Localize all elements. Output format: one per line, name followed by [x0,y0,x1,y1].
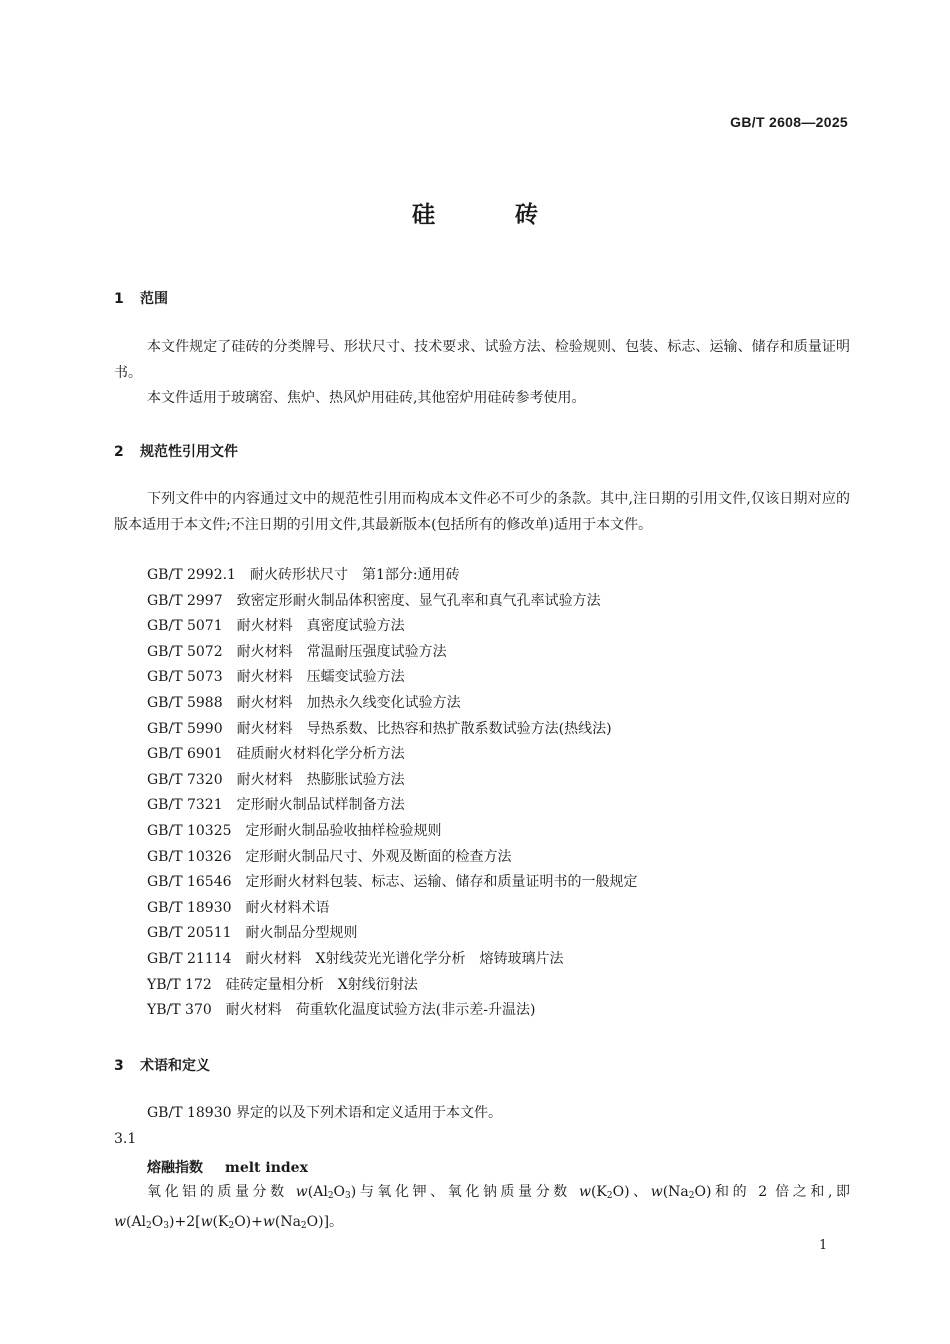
reference-item [147,947,638,973]
reference-code: GB/T 18930 [147,899,232,916]
reference-code: GB/T 5988 [147,694,223,711]
term-number: 3.1 [114,1131,137,1147]
reference-code: GB/T 6901 [147,746,223,763]
section-title: 范围 [140,291,168,307]
section-number: 1 [114,291,124,307]
reference-code: GB/T 5071 [147,618,223,635]
reference-title: 耐火材料 真密度试验方法 [236,618,405,635]
term-definition: 氧化铝的质量分数 $w(Al_2O_3)$与氧化钾、氧化钠质量分数 $w(K_2O)$、$w(Na_2O)$和的 2 倍之和,即 $w(Al_2O_3)+2[w(K_2O)+w(Na_2O)]$。 [114,1184,851,1231]
reference-title: 硅砖定量相分析 X射线衍射法 [225,976,418,993]
reference-item [147,819,638,845]
reference-code: GB/T 10325 [147,822,232,839]
reference-item [147,973,638,999]
definition-text-1: 氧化铝的质量分数 [147,1184,288,1200]
reference-title: 耐火材料 常温耐压强度试验方法 [236,643,447,660]
reference-code: GB/T 5073 [147,669,223,686]
reference-code: YB/T 370 [147,1002,212,1019]
reference-title: 耐火砖形状尺寸 第1部分:通用砖 [249,567,460,583]
reference-item [147,691,638,717]
term-name-en: melt index [225,1160,308,1176]
term-name [147,1157,308,1177]
section-number: 2 [114,444,124,460]
reference-code: GB/T 2992.1 [147,567,236,583]
section-title: 术语和定义 [140,1058,210,1074]
reference-title: 致密定形耐火制品体积密度、显气孔率和真气孔率试验方法 [236,592,601,609]
reference-title: 定形耐火制品尺寸、外观及断面的检查方法 [245,848,512,865]
section-1-heading [114,288,168,308]
reference-code: GB/T 5990 [147,720,223,737]
melt-index-formula: $w(Al_2O_3)+2[w(K_2O)+w(Na_2O)]$。 [114,1213,344,1231]
reference-title: 定形耐火材料包装、标志、运输、储存和质量证明书的一般规定 [245,874,638,891]
reference-title: 耐火材料 导热系数、比热容和热扩散系数试验方法(热线法) [236,720,612,737]
reference-code: GB/T 21114 [147,950,232,967]
reference-title: 定形耐火制品验收抽样检验规则 [245,822,442,839]
reference-title: 耐火制品分型规则 [245,925,358,942]
reference-item [147,614,638,640]
document-title [0,196,950,229]
reference-item [147,717,638,743]
reference-title: 耐火材料 X射线荧光光谱化学分析 熔铸玻璃片法 [245,950,564,967]
section-number: 3 [114,1058,124,1074]
reference-item [147,665,638,691]
reference-title: 耐火材料 压蠕变试验方法 [236,669,405,686]
reference-item [147,589,638,615]
standard-code: GB/T 2608—2025 [730,114,848,130]
reference-title: 耐火材料 加热永久线变化试验方法 [236,694,461,711]
definition-text-2: 与氧化钾、氧化钠质量分数 [356,1184,571,1200]
term-name-zh: 熔融指数 [147,1160,203,1176]
reference-code: GB/T 2997 [147,592,223,609]
reference-title: 耐火材料 荷重软化温度试验方法(非示差-升温法) [225,1002,536,1019]
section-title: 规范性引用文件 [140,444,238,460]
reference-code: GB/T 16546 [147,874,232,891]
reference-item [147,896,638,922]
reference-title: 定形耐火制品试样制备方法 [236,797,405,814]
section-2-heading [114,441,238,461]
title-char-1: 硅 [412,202,435,228]
reference-code: GB/T 7320 [147,771,223,788]
formula-k2o: $w(K_2O)$ [578,1184,630,1201]
reference-item [147,563,638,589]
section-1-paragraph-2: 本文件适用于玻璃窑、焦炉、热风炉用硅砖,其他窑炉用硅砖参考使用。 [147,390,586,406]
reference-code: GB/T 20511 [147,925,232,942]
reference-item [147,768,638,794]
formula-al2o3: $w(Al_2O_3)$ [295,1184,357,1201]
reference-title: 耐火材料术语 [245,899,330,916]
reference-title: 硅质耐火材料化学分析方法 [236,746,405,763]
section-3-heading [114,1055,210,1075]
definition-text-3: 和的 2 倍之和,即 [711,1184,851,1200]
formula-na2o: $w(Na_2O)$ [650,1184,712,1201]
page-number: 1 [819,1238,828,1253]
section-2-intro: 下列文件中的内容通过文中的规范性引用而构成本文件必不可少的条款。其中,注日期的引用文件,仅该日期对应的版本适用于本文件;不注日期的引用文件,其最新版本(包括所有的修改单)适用于本文件。 [114,491,850,533]
reference-item [147,793,638,819]
reference-code: GB/T 10326 [147,848,232,865]
reference-item [147,640,638,666]
reference-code: YB/T 172 [147,976,212,993]
reference-code: GB/T 5072 [147,643,223,660]
reference-item [147,870,638,896]
normative-references-list [147,563,638,1024]
section-3-intro: GB/T 18930 界定的以及下列术语和定义适用于本文件。 [147,1105,502,1121]
reference-item [147,845,638,871]
title-char-2: 砖 [515,202,538,228]
reference-item [147,998,638,1024]
section-1-paragraph-1: 本文件规定了硅砖的分类牌号、形状尺寸、技术要求、试验方法、检验规则、包装、标志、运输、储存和质量证明书。 [114,339,850,381]
reference-item [147,921,638,947]
reference-code: GB/T 7321 [147,797,223,814]
reference-item [147,742,638,768]
reference-title: 耐火材料 热膨胀试验方法 [236,771,405,788]
